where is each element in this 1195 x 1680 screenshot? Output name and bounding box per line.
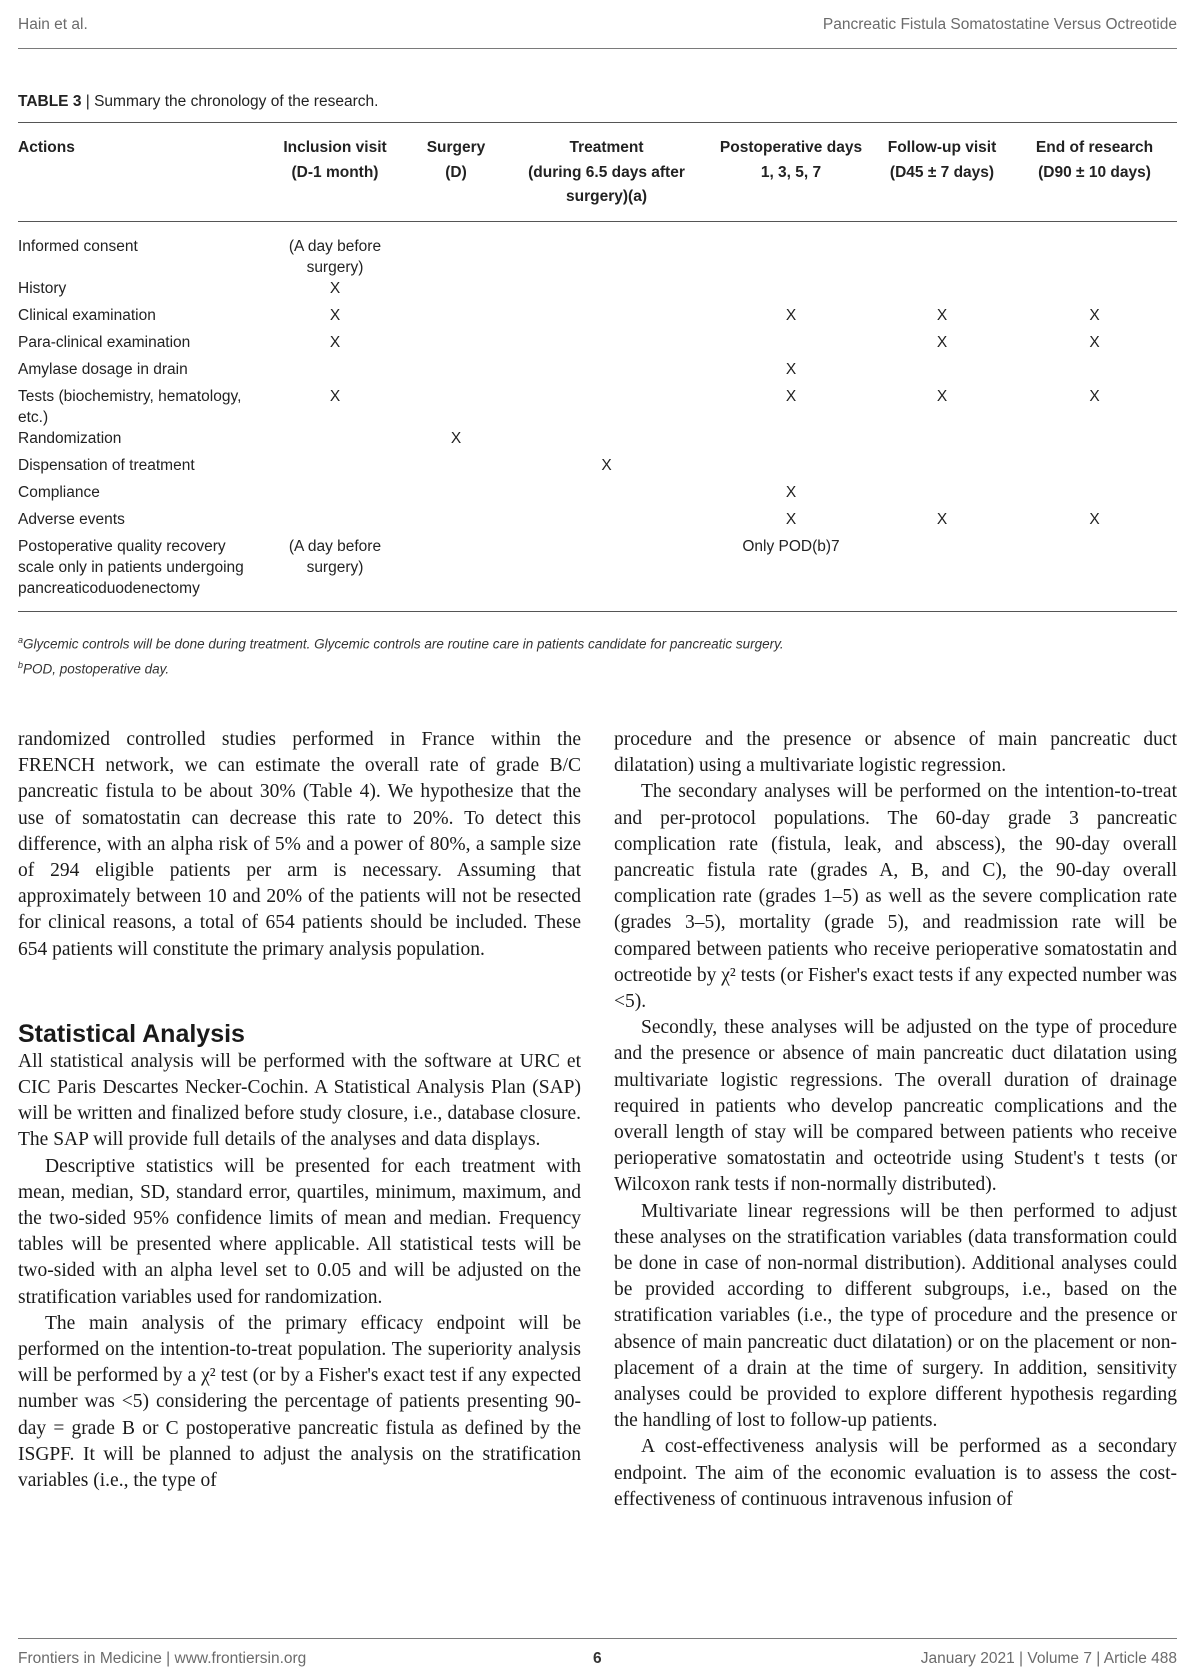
table-cell [503,332,710,359]
footnote-mark: a [18,635,24,645]
row-action-label: Randomization [18,430,122,447]
table-row [18,482,1177,509]
table-cell [503,536,710,612]
column-header-subtitle: (D) [445,164,467,181]
table-cell: X [785,511,797,528]
table-row [18,222,1177,279]
table-cell: X [329,334,341,351]
table-cell: X [936,334,948,351]
table-caption [18,93,378,111]
column-header [18,123,261,222]
column-header-subtitle: (D-1 month) [291,164,379,181]
table-row [18,455,1177,482]
table-cell [503,359,710,386]
column-header-title: Inclusion visit [283,139,387,156]
table-row [18,536,1177,612]
table-cell [409,536,503,612]
body-paragraph: Multivariate linear regressions will be then performed to adjust these analyses on the stratification variables (data transformation could be done in case of non-normal distribution). Additional analyses could be provided according to different subgroups, i.e., based on the stratification variables (i.e., the type of procedure and the presence or absence of main pancreatic duct dilatation) or on the placement or non-placement of a drain at the time of surgery. In addition, sensitivity analyses could be provided to explore different hypothesis regarding the handling of lost to follow-up patients. [614,1200,1177,1432]
table-cell [261,509,409,536]
table-cell: X [329,280,341,297]
row-action-label: Dispensation of treatment [18,457,195,474]
header-authors: Hain et al. [18,16,88,33]
table-cell [409,482,503,509]
row-action-label: Tests (biochemistry, hematology, etc.) [18,388,242,426]
table-cell: Only POD(b)7 [710,536,872,612]
table-cell [1012,536,1177,612]
table-cell: X [1089,334,1100,351]
footnote-text: Glycemic controls will be done during treatment. Glycemic controls are routine care in patients candidate for pancreatic surgery. [23,636,784,652]
table-cell: X [450,430,462,447]
column-header-subtitle: (during 6.5 days after surgery)(a) [528,164,685,205]
column-header-title: Surgery [426,139,486,156]
table-cell [710,455,872,482]
column-header [503,123,710,222]
footnote [18,630,784,655]
row-action-label: Clinical examination [18,307,156,324]
table-cell [261,428,409,455]
column-header-title: End of research [1035,139,1154,156]
body-paragraph: procedure and the presence or absence of main pancreatic duct dilatation) using a multivariate logistic regression. [614,729,1177,777]
table-cell [503,305,710,332]
footnote-text: POD, postoperative day. [23,661,170,676]
table-label: TABLE 3 [18,93,82,110]
table-cell [409,332,503,359]
table-cell: X [329,388,341,405]
table-cell [503,428,710,455]
chronology-table [18,122,1177,612]
column-header-title: Follow-up visit [887,139,997,156]
column-header-subtitle: (D45 ± 7 days) [889,164,995,181]
header-running-title: Pancreatic Fistula Somatostatine Versus Octreotide [822,16,1177,33]
table-row [18,278,1177,305]
table-cell [409,509,503,536]
table-cell [409,386,503,428]
row-action-label: Amylase dosage in drain [18,361,188,378]
row-action-label: Compliance [18,484,100,501]
table-footnotes [18,630,784,679]
row-action-label: Postoperative quality recovery scale only in patients undergoing pancreaticoduodenectomy [18,536,261,612]
body-paragraph: All statistical analysis will be performed with the software at URC et CIC Paris Descartes Necker-Cochin. A Statistical Analysis Plan (SAP) will be written and finalized before study closure, i.e., database closure. The SAP will provide full details of the analyses and data displays. [18,1050,581,1151]
table-cell [409,455,503,482]
table-cell: X [785,388,797,405]
column-header [872,123,1012,222]
table-cell [872,278,1012,305]
table-caption-text: | Summary the chronology of the research. [85,93,379,110]
table-cell [409,278,503,305]
table-cell: (A day before surgery) [288,238,382,276]
table-cell [710,278,872,305]
table-cell: X [785,307,797,324]
body-paragraph: Descriptive statistics will be presented for each treatment with mean, median, SD, standard error, quartiles, minimum, maximum, and the two-sided 95% confidence limits of mean and median. Frequency tables will be presented where applicable. All statistical tests will be two-sided with an alpha level set to 0.05 and will be adjusted on the stratification variables used for randomization. [18,1155,581,1308]
table-cell [710,222,872,279]
footer-journal: Frontiers in Medicine | www.frontiersin.org [18,1650,307,1667]
table-cell: X [1089,307,1100,324]
table-cell: X [329,307,341,324]
row-action-label: Adverse events [18,511,125,528]
table-cell [261,359,409,386]
table-cell [710,332,872,359]
column-header-title: Actions [18,139,75,156]
table-cell: X [785,361,797,378]
table-cell [872,482,1012,509]
table-cell: X [936,388,948,405]
table-cell: X [785,484,797,501]
footnote-mark: b [18,659,24,670]
table-cell [261,455,409,482]
page-footer [18,1638,1177,1671]
footer-issue: January 2021 | Volume 7 | Article 488 [920,1650,1177,1667]
table-cell [503,482,710,509]
table-cell [1012,222,1177,279]
table-cell [503,222,710,279]
table-cell [872,536,1012,612]
left-column [18,727,581,1494]
table-cell [710,428,872,455]
table-cell [1012,428,1177,455]
column-header [409,123,503,222]
table-cell [409,222,503,279]
footnote [18,655,784,680]
page-header [18,14,1177,49]
table-cell: X [936,511,948,528]
table-cell [503,509,710,536]
table-cell [1012,455,1177,482]
table-cell: X [1089,511,1100,528]
table-row [18,359,1177,386]
table-row [18,386,1177,428]
column-header [710,123,872,222]
table-cell [503,278,710,305]
body-paragraph: Secondly, these analyses will be adjusted on the type of procedure and the presence or absence of main pancreatic duct dilatation using multivariate logistic regressions. The overall duration of drainage required in patients who develop pancreatic complications and the overall length of stay will be compared between patients who receive perioperative somatostatin and octeotride using Student's t tests (or Wilcoxon rank tests if non-normally distributed). [614,1017,1177,1196]
table-cell [872,222,1012,279]
table-row [18,428,1177,455]
footer-page-number: 6 [593,1650,602,1667]
body-paragraph: randomized controlled studies performed in France within the FRENCH network, we can estimate the overall rate of grade B/C pancreatic fistula to be about 30% (Table 4). We hypothesize that the use of somatostatin can decrease this rate to 20%. To detect this difference, with an alpha risk of 5% and a power of 80%, a sample size of 294 eligible patients per arm is necessary. Assuming that approximately between 10 and 20% of the patients will not be resected for clinical reasons, a total of 654 patients should be included. These 654 patients will constitute the primary analysis population. [18,729,581,960]
body-paragraph: A cost-effectiveness analysis will be performed as a secondary endpoint. The aim of the economic evaluation is to assess the cost-effectiveness of continuous intravenous infusion of [614,1436,1177,1510]
column-header [261,123,409,222]
table-row [18,509,1177,536]
table-cell [409,359,503,386]
table-cell: X [1089,388,1100,405]
table-cell: (A day before surgery) [261,536,409,612]
section-heading: Statistical Analysis [18,1019,245,1048]
table-row [18,332,1177,359]
table-cell [872,359,1012,386]
row-action-label: Informed consent [18,238,138,255]
column-header-subtitle: (D90 ± 10 days) [1038,164,1151,181]
column-header-title: Postoperative days [719,139,863,156]
table-cell: X [601,457,612,474]
table-cell: X [936,307,948,324]
row-action-label: History [18,280,67,297]
table-row [18,305,1177,332]
right-column [614,727,1177,1513]
table-cell [872,455,1012,482]
body-paragraph: The secondary analyses will be performed on the intention-to-treat and per-protocol populations. The 60-day grade 3 pancreatic complication rate (fistula, leak, and abscess), the 90-day overall pancreatic fistula rate (grades A, B, and C), the 90-day overall complication rate (grades 1–5) as well as the severe complication rate (grades 3–5), mortality (grade 5), and readmission rate will be compared between patients who receive perioperative somatostatin and octreotide by χ² tests (or Fisher's exact tests if any expected number was <5). [614,781,1177,1013]
table-cell [1012,482,1177,509]
table-cell [409,305,503,332]
table-cell [1012,278,1177,305]
row-action-label: Para-clinical examination [18,334,191,351]
column-header [1012,123,1177,222]
table-cell [872,428,1012,455]
body-paragraph: The main analysis of the primary efficacy endpoint will be performed on the intention-to-treat population. The superiority analysis will be performed by a χ² test (or by a Fisher's exact test if any expected number was <5) considering the percentage of patients presenting 90-day = grade B or C postoperative pancreatic fistula as defined by the ISGPF. It will be planned to adjust the analysis on the stratification variables (i.e., the type of [18,1312,581,1492]
table-cell [261,482,409,509]
table-cell [503,386,710,428]
column-header-title: Treatment [569,139,644,156]
table-cell [1012,359,1177,386]
column-header-subtitle: 1, 3, 5, 7 [760,164,822,181]
